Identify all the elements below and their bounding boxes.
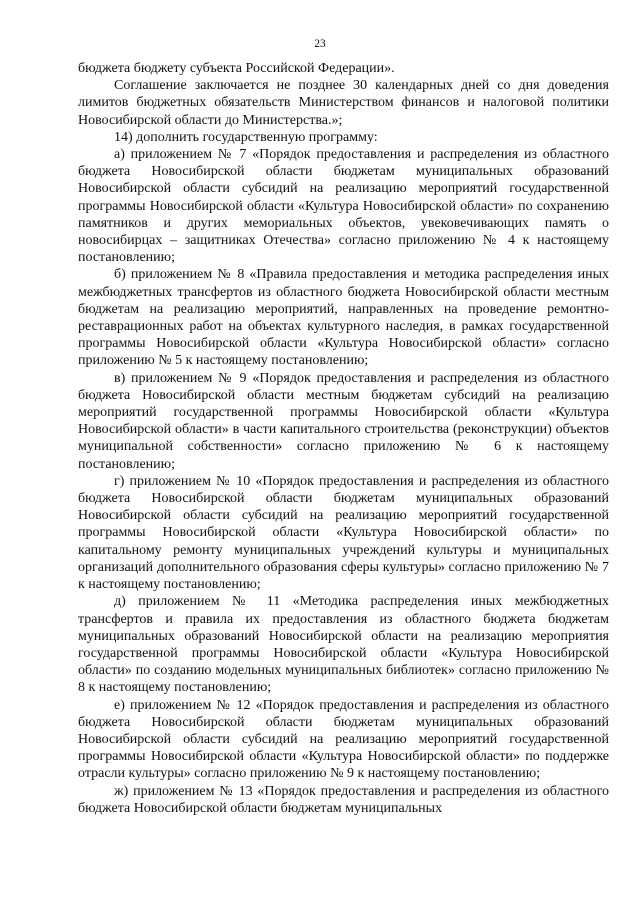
paragraph-item-zh: ж) приложением № 13 «Порядок предоставления и распределения из областного бюджета Новосибирской области бюджетам муниципальных <box>78 783 609 816</box>
paragraph-item-14: 14) дополнить государственную программу: <box>114 129 378 145</box>
paragraph-item-a: а) приложением № 7 «Порядок предоставления и распределения из областного бюджета Новосибирской области бюджетам муниципальных образований Новосибирской области субсидий на реализацию мероприятий государственной программы Новосибирской области «Культура Новосибирской области» по сохранению памятников и других мемориальных объектов, увековечивающих память о новосибирцах – защитниках Отечества» согласно приложению № 4 к настоящему постановлению; <box>78 147 609 266</box>
paragraph-item-v: в) приложением № 9 «Порядок предоставления и распределения из областного бюджета Новосибирской области местным бюджетам субсидий на реализацию мероприятий государственной программы Новосибирской области «Культура Новосибирской области» в части капитального строительства (реконструкции) объектов муниципальной собственности» согласно приложению № 6 к настоящему постановлению; <box>78 370 609 472</box>
paragraph-item-d: д) приложением № 11 «Методика распределения иных межбюджетных трансфертов и правила их предоставления из областного бюджета бюджетам муниципальных образований Новосибирской области на реализацию мероприятия государственной программы Новосибирской области «Культура Новосибирской области» по созданию модельных муниципальных библиотек» согласно приложению № 8 к настоящему постановлению; <box>78 594 609 696</box>
paragraph-continuation: бюджета бюджету субъекта Российской Федерации». <box>78 61 395 76</box>
page-number: 23 <box>314 38 326 50</box>
paragraph-item-b: б) приложением № 8 «Правила предоставления и методика распределения иных межбюджетных трансфертов из областного бюджета Новосибирской области местным бюджетам на реализацию мероприятий, направленных на проведение ремонтно-реставрационных работ на объектах культурного наследия, в рамках государственной программы Новосибирской области «Культура Новосибирской области» согласно приложению № 5 к настоящему постановлению; <box>78 267 609 369</box>
paragraph-agreement-deadline: Соглашение заключается не позднее 30 календарных дней со дня доведения лимитов бюджетных обязательств Министерством финансов и налоговой политики Новосибирской области до Министерства.»; <box>78 78 609 128</box>
paragraph-item-e: е) приложением № 12 «Порядок предоставления и распределения из областного бюджета Новосибирской области бюджетам муниципальных образований Новосибирской области субсидий на реализацию мероприятий государственной программы Новосибирской области «Культура Новосибирской области» по поддержке отрасли культуры» согласно приложению № 9 к настоящему постановлению; <box>78 697 609 782</box>
paragraph-item-g: г) приложением № 10 «Порядок предоставления и распределения из областного бюджета Новосибирской области бюджетам муниципальных образований Новосибирской области субсидий на реализацию мероприятий государственной программы Новосибирской области «Культура Новосибирской области» по капитальному ремонту муниципальных учреждений культуры и муниципальных организаций дополнительного образования сферы культуры» согласно приложению № 7 к настоящему постановлению; <box>78 473 609 593</box>
document-body <box>78 60 609 817</box>
